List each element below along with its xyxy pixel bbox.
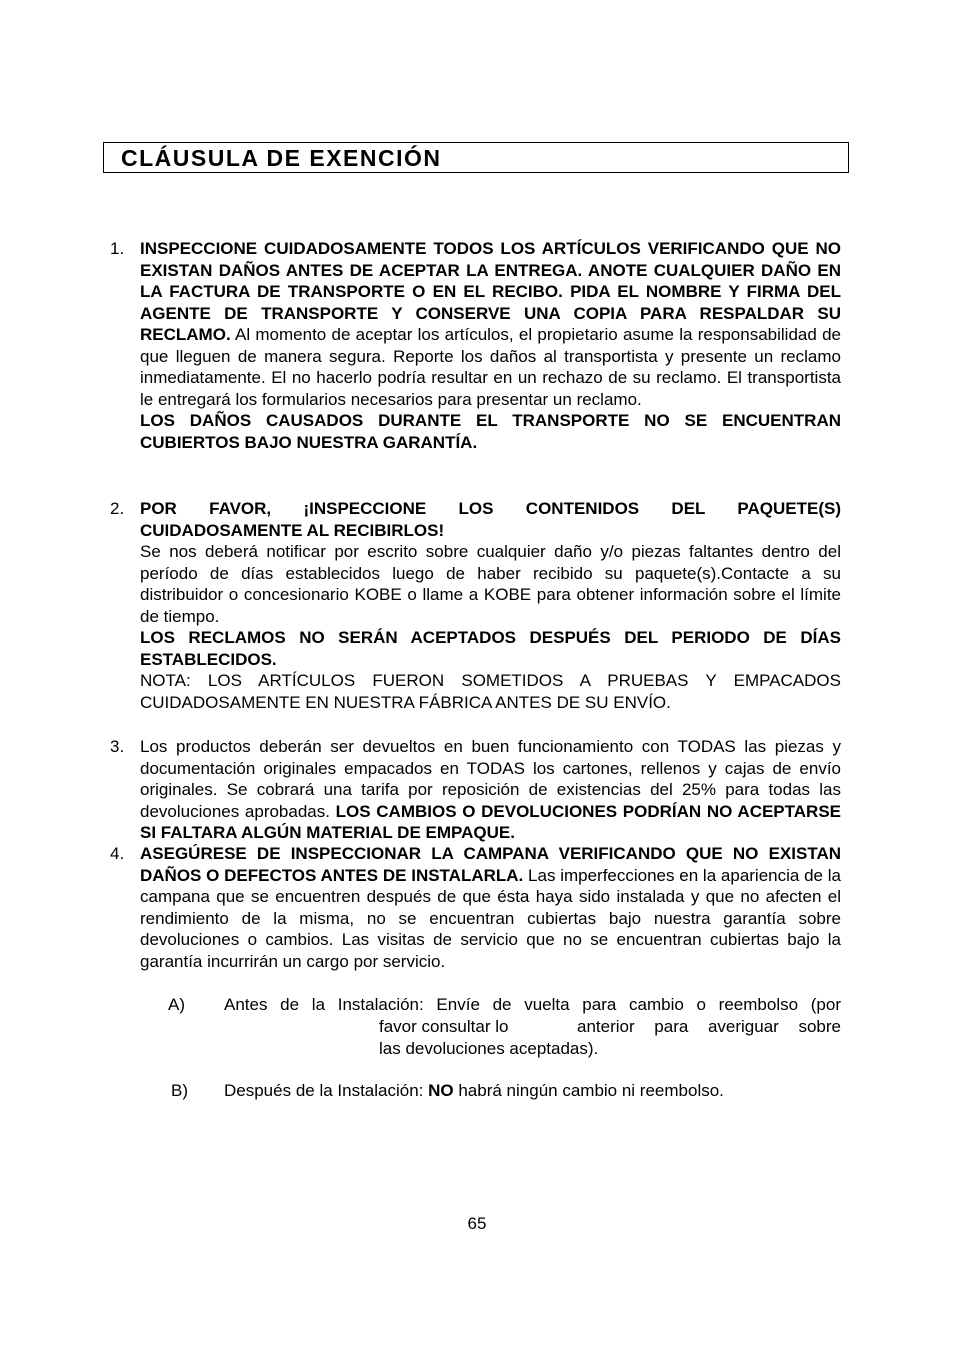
item-body (140, 498, 841, 713)
item-bold-text: INSPECCIONE CUIDADOSAMENTE TODOS LOS ARTÍCULOS VERIFICANDO QUE NO EXISTAN DAÑOS ANTES DE ACEPTAR LA ENTREGA. ANOTE CUALQUIER DAÑO EN LA FACTURA DE TRANSPORTE O EN EL RECIBO. PIDA EL NOMBRE Y FIRMA DEL AGENTE DE TRANSPORTE Y CONSERVE UNA COPIA PARA RESPALDAR SU RECLAMO. (140, 239, 841, 344)
sub-letter: A) (168, 995, 185, 1014)
item-body (140, 843, 841, 972)
item-note: NOTA: LOS ARTÍCULOS FUERON SOMETIDOS A PRUEBAS Y EMPACADOS CUIDADOSAMENTE EN NUESTRA FÁBRICA ANTES DE SU ENVÍO. (140, 671, 841, 712)
sub-text-before: Después de la Instalación: (224, 1081, 429, 1100)
list-item-2 (110, 498, 841, 713)
sub-text (224, 1080, 724, 1102)
item-number: 3. (110, 737, 125, 756)
sub-item-a (168, 994, 841, 1060)
item-bold-warning: LOS DAÑOS CAUSADOS DURANTE EL TRANSPORTE NO SE ENCUENTRAN CUBIERTOS BAJO NUESTRA GARANTÍA. (140, 411, 841, 452)
item-number: 2. (110, 499, 125, 518)
item-text: Se nos deberá notificar por escrito sobre cualquier daño y/o piezas faltantes dentro del período de días establecidos luego de haber recibido su paquete(s).Contacte a su distribuidor o concesionario KOBE o llame a KOBE para obtener información sobre el límite de tiempo. (140, 542, 841, 626)
list-item-4 (110, 843, 841, 972)
sub-text-after: habrá ningún cambio ni reembolso. (453, 1081, 724, 1100)
page-title: CLÁUSULA DE EXENCIÓN (121, 145, 442, 171)
sub-text-line: las devoluciones aceptadas). (379, 1039, 599, 1058)
item-body (140, 238, 841, 453)
item-text: Las imperfecciones en la apariencia de la campana que se encuentren después de que ésta haya sido instalada y que no afecten el rendimiento de la misma, no se encuentran cubiertas bajo nuestra garantía sobre devoluciones o cambios. Las visitas de servicio que no se encuentran cubiertas bajo la garantía incurrirán un cargo por servicio. (140, 865, 841, 971)
list-item-3 (110, 736, 841, 844)
item-bold-text: LOS CAMBIOS O DEVOLUCIONES PODRÍAN NO ACEPTARSE SI FALTARA ALGÚN MATERIAL DE EMPAQUE. (140, 801, 842, 842)
title-box (103, 142, 849, 173)
sub-text-line: Antes de la Instalación: Envíe de vuelta para cambio o reembolso (por (224, 995, 841, 1014)
page-number: 65 (467, 1214, 487, 1233)
item-bold-text: POR FAVOR, ¡INSPECCIONE LOS CONTENIDOS DEL PAQUETE(S) CUIDADOSAMENTE AL RECIBIRLOS! (140, 499, 841, 540)
sub-letter: B) (171, 1081, 188, 1100)
sub-text-bold: NO (428, 1081, 454, 1100)
sub-text-line: anterior para averiguar sobre (577, 1017, 841, 1036)
item-bold-warning: LOS RECLAMOS NO SERÁN ACEPTADOS DESPUÉS DEL PERIODO DE DÍAS ESTABLECIDOS. (140, 628, 841, 669)
item-body (140, 736, 841, 844)
sub-text-line: favor consultar lo (379, 1017, 509, 1036)
item-number: 4. (110, 844, 125, 863)
item-text: Los productos deberán ser devueltos en buen funcionamiento con TODAS las piezas y documentación originales empacados en TODAS los cartones, rellenos y cajas de envío originales. Se cobrará una tarifa por reposición de existencias del 25% para todas las devoluciones aprobadas. (140, 737, 841, 821)
item-text: Al momento de aceptar los artículos, el propietario asume la responsabilidad de que lleguen de manera segura. Reporte los daños al transportista y presente un reclamo inmediatamente. El no hacerlo podría resultar en un rechazo de su reclamo. El transportista le entregará los formularios necesarios para presentar un reclamo. (140, 325, 841, 409)
item-number: 1. (110, 239, 125, 258)
list-item-1 (110, 238, 841, 453)
item-bold-text: ASEGÚRESE DE INSPECCIONAR LA CAMPANA VERIFICANDO QUE NO EXISTAN DAÑOS O DEFECTOS ANTES DE INSTALARLA. (140, 844, 841, 885)
